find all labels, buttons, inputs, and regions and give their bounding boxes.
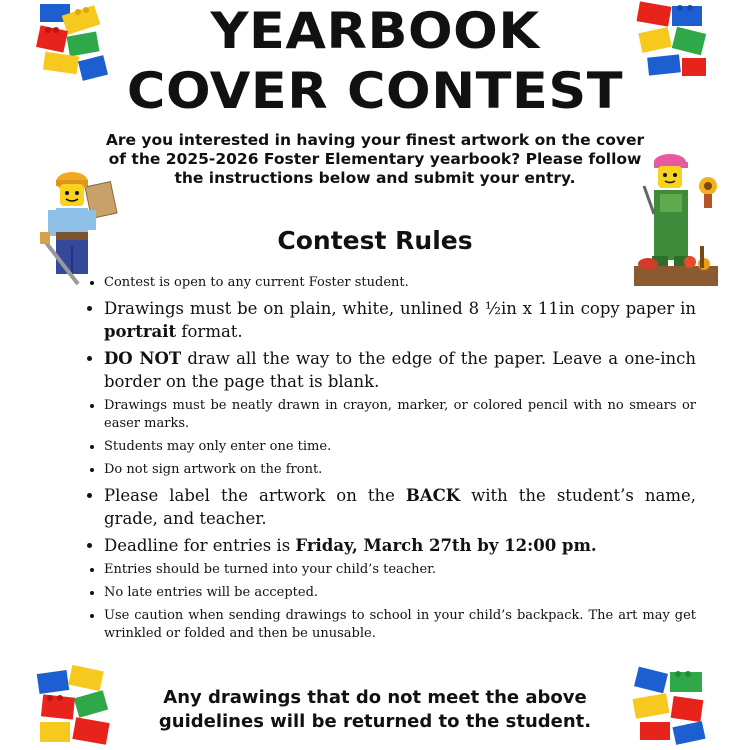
rule-text: Please label the artwork on the	[104, 486, 406, 505]
rule-text: No late entries will be accepted.	[104, 585, 319, 600]
rule-item	[104, 561, 696, 579]
rule-text: format.	[176, 322, 243, 341]
rule-item	[104, 438, 696, 456]
intro-paragraph: Are you interested in having your finest artwork on the cover of the 2025-2026 Foster Elementary yearbook? Please follow the instructions below and submit your entry.	[105, 131, 645, 187]
title-line-2: COVER CONTEST	[126, 62, 624, 120]
lego-bricks-icon	[630, 664, 714, 748]
rule-item	[104, 584, 696, 602]
footer-notice: Any drawings that do not meet the above guidelines will be returned to the student.	[158, 687, 592, 732]
rule-text: Drawings must be neatly drawn in crayon, marker, or colored pencil with no smears or easer marks.	[104, 398, 696, 431]
rule-text: Do not sign artwork on the front.	[104, 462, 323, 477]
rule-item	[104, 484, 696, 530]
rule-text: draw all the way to the edge of the paper. Leave a one-inch border on the page that is blank.	[104, 349, 696, 391]
rule-emphasis: portrait	[104, 322, 177, 341]
rule-item	[104, 297, 696, 343]
rule-text: Entries should be turned into your child’s teacher.	[104, 562, 437, 577]
rule-text: with the student’s name, grade, and teacher.	[104, 486, 696, 528]
rule-emphasis: DO NOT	[104, 349, 182, 368]
title-line-1: YEARBOOK	[210, 2, 540, 60]
rule-item	[104, 397, 696, 433]
rule-text: Use caution when sending drawings to school in your child’s backpack. The art may get wrinkled or folded and then be unusable.	[104, 608, 696, 641]
rule-emphasis: Friday, March 27th by 12:00 pm.	[295, 536, 597, 555]
rule-item	[104, 274, 696, 292]
rule-text: Drawings must be on plain, white, unlined 8 ½in x 11in copy paper in	[104, 299, 696, 318]
rule-emphasis: BACK	[405, 486, 461, 505]
rule-item	[104, 461, 696, 479]
rule-text: Contest is open to any current Foster student.	[104, 275, 409, 290]
rule-item	[104, 607, 696, 643]
rule-text: Students may only enter one time.	[104, 439, 332, 454]
lego-bricks-icon	[34, 664, 118, 748]
rule-text: Deadline for entries is	[104, 536, 296, 555]
rules-heading: Contest Rules	[277, 226, 473, 255]
rules-list	[86, 274, 696, 648]
rule-item	[104, 534, 696, 557]
rule-item	[104, 347, 696, 393]
